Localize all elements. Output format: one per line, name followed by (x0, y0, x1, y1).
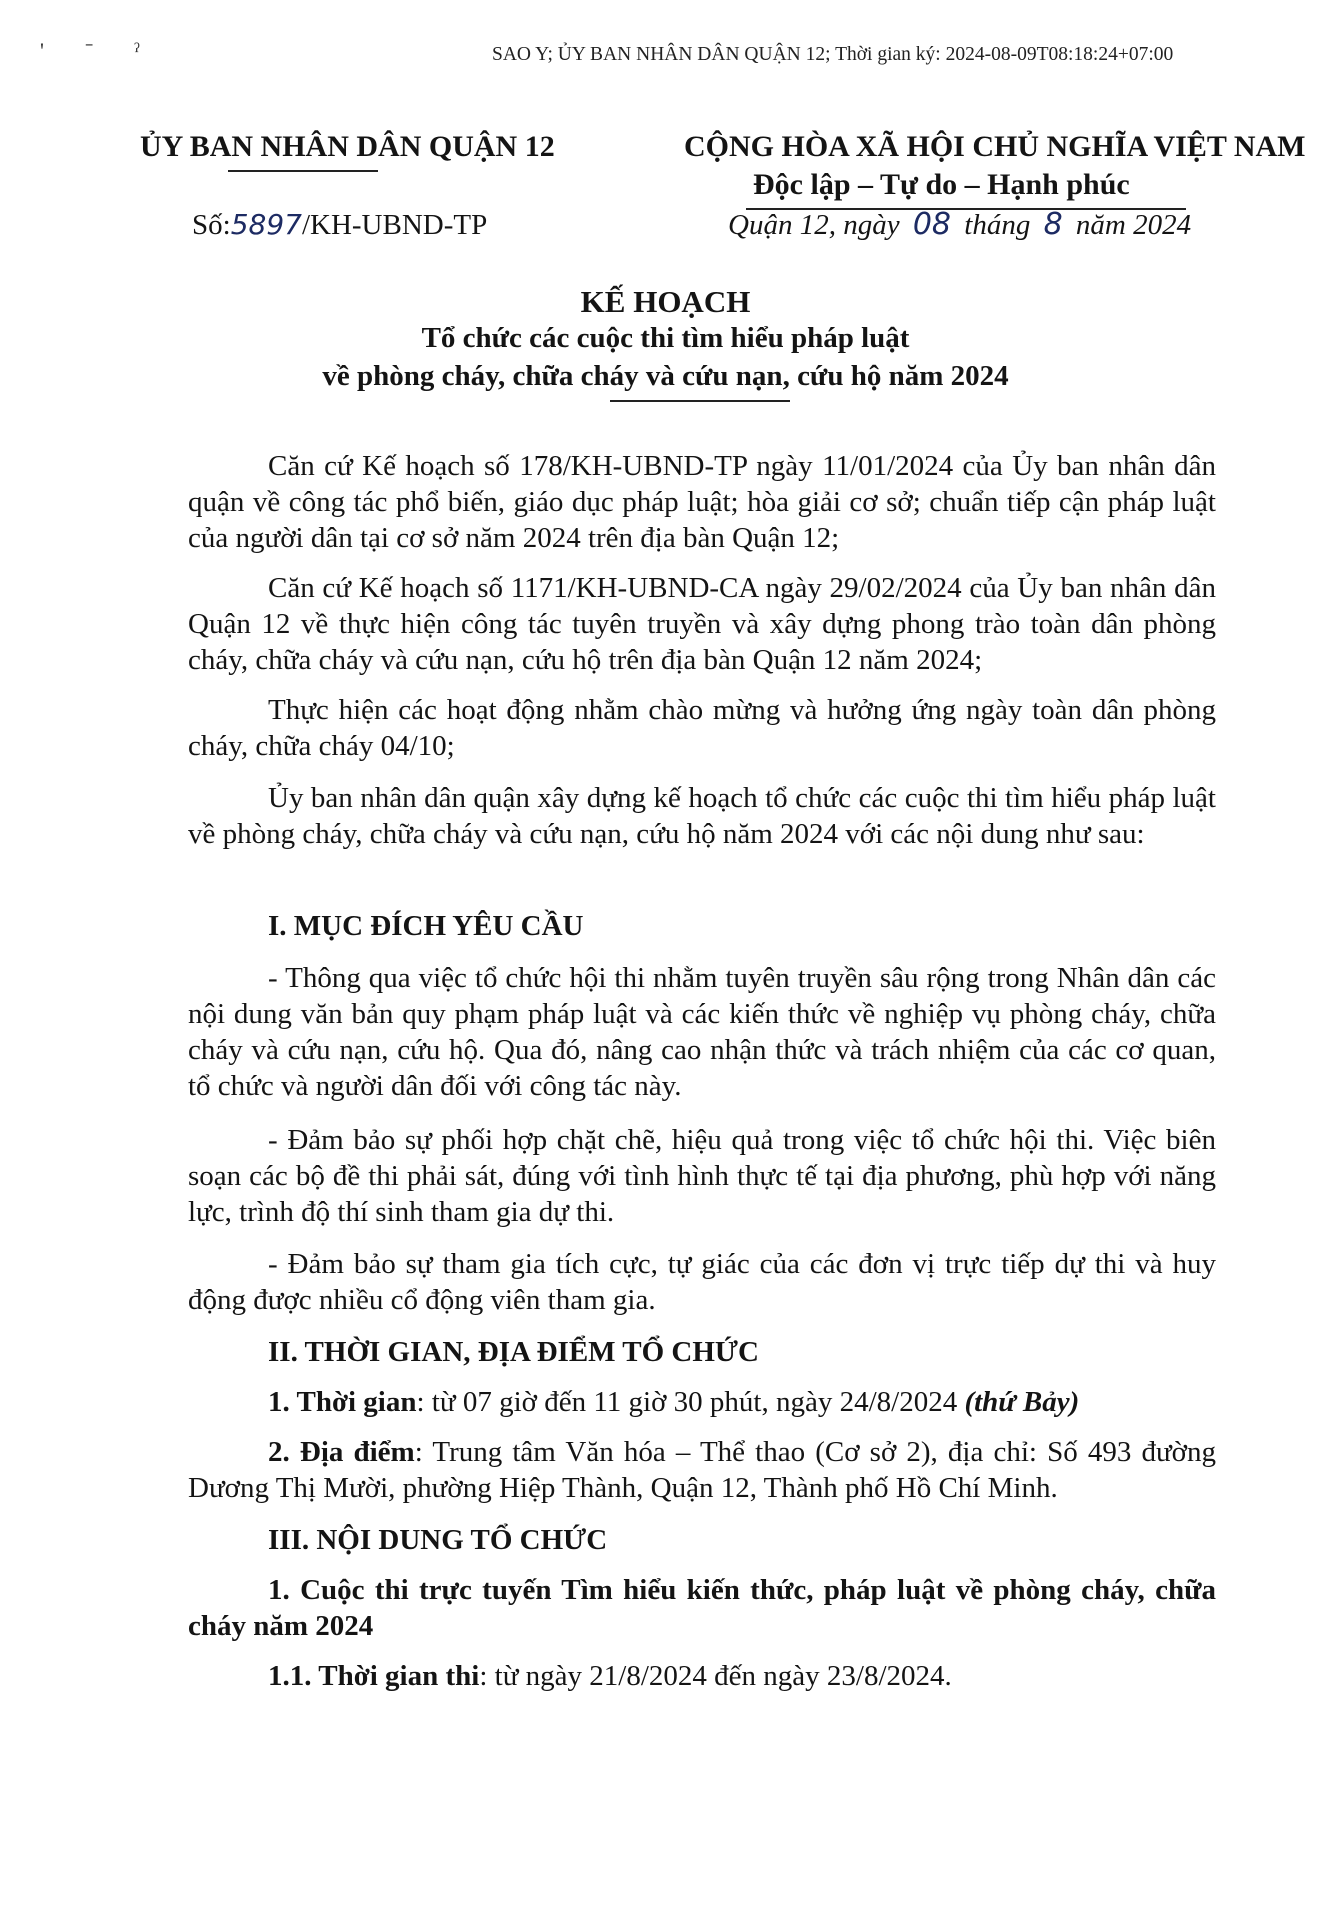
section-2-heading: II. THỜI GIAN, ĐỊA ĐIỂM TỔ CHỨC (268, 1336, 759, 1368)
issuing-organization: ỦY BAN NHÂN DÂN QUẬN 12 (140, 130, 555, 163)
preamble-paragraph-3: Thực hiện các hoạt động nhằm chào mừng và hưởng ứng ngày toàn dân phòng cháy, chữa cháy 04/10; (188, 694, 1216, 762)
place-text: : Trung tâm Văn hóa – Thể thao (Cơ sở 2), địa chỉ: Số 493 đường Dương Thị Mười, phường Hiệp Thành, Quận 12, Thành phố Hồ Chí Minh. (188, 1436, 1217, 1504)
time-weekday: (thứ Bảy) (964, 1386, 1080, 1418)
doc-number-suffix: /KH-UBND-TP (301, 209, 488, 241)
section-1-item-3: - Đảm bảo sự tham gia tích cực, tự giác của các đơn vị trực tiếp dự thi và huy động được nhiều cổ động viên tham gia. (188, 1248, 1216, 1316)
doc-number-handwritten: 5897 (230, 208, 302, 241)
title-underline (610, 400, 790, 402)
national-title: CỘNG HÒA XÃ HỘI CHỦ NGHĨA VIỆT NAM (684, 130, 1306, 163)
section-2-time-line (268, 1386, 1079, 1419)
section-1-item-2: - Đảm bảo sự phối hợp chặt chẽ, hiệu quả trong việc tổ chức hội thi. Việc biên soạn các bộ đề thi phải sát, đúng với tình hình thực tế tại địa phương, phù hợp với năng lực, trình độ thí sinh tham gia dự thi. (188, 1124, 1216, 1228)
preamble-paragraph-4: Ủy ban nhân dân quận xây dựng kế hoạch tổ chức các cuộc thi tìm hiểu pháp luật về phòng cháy, chữa cháy và cứu nạn, cứu hộ năm 2024 với các nội dung như sau: (188, 782, 1216, 850)
section-3-subitem-1 (268, 1660, 952, 1693)
preamble-paragraph-1: Căn cứ Kế hoạch số 178/KH-UBND-TP ngày 11/01/2024 của Ủy ban nhân dân quận về công tác phổ biến, giáo dục pháp luật; hòa giải cơ sở; chuẩn tiếp cận pháp luật của người dân tại cơ sở năm 2024 trên địa bàn Quận 12; (188, 450, 1216, 554)
date-month-word: tháng (964, 209, 1031, 241)
section-1-item-1: - Thông qua việc tổ chức hội thi nhằm tuyên truyền sâu rộng trong Nhân dân các nội dung văn bản quy phạm pháp luật và các kiến thức về nghiệp vụ phòng cháy, chữa cháy và cứu nạn, cứu hộ. Qua đó, nâng cao nhận thức và trách nhiệm của các cơ quan, tổ chức và người dân đối với công tác này. (188, 962, 1216, 1102)
date-year: năm 2024 (1075, 209, 1192, 241)
document-number (192, 208, 487, 242)
organization-underline (228, 170, 378, 172)
place-label: 2. Địa điểm (268, 1436, 415, 1468)
section-3-heading: III. NỘI DUNG TỔ CHỨC (268, 1524, 608, 1556)
time-text: : từ 07 giờ đến 11 giờ 30 phút, ngày 24/8/2024 (416, 1386, 965, 1418)
doc-number-prefix: Số: (192, 209, 231, 241)
exam-time-label: 1.1. Thời gian thi (268, 1660, 480, 1692)
date-day-handwritten: 08 (912, 207, 952, 242)
document-title: KẾ HOẠCH (580, 284, 751, 319)
preamble-paragraph-2: Căn cứ Kế hoạch số 1171/KH-UBND-CA ngày 29/02/2024 của Ủy ban nhân dân Quận 12 về thực hiện công tác tuyên truyền và xây dựng phong trào toàn dân phòng cháy, chữa cháy và cứu nạn, cứu hộ trên địa bàn Quận 12 năm 2024; (188, 572, 1216, 676)
scan-specks: ' ˉ ˀ (40, 38, 158, 63)
date-prefix: Quận 12, ngày (728, 209, 900, 241)
time-label: 1. Thời gian (268, 1386, 417, 1418)
date-month-handwritten: 8 (1043, 207, 1063, 242)
place-date-line (728, 207, 1191, 242)
section-3-item-1: 1. Cuộc thi trực tuyến Tìm hiểu kiến thức, pháp luật về phòng cháy, chữa cháy năm 2024 (188, 1574, 1216, 1642)
document-subtitle-line-1: Tổ chức các cuộc thi tìm hiểu pháp luật (421, 322, 910, 354)
digital-signature-stamp: SAO Y; ỦY BAN NHÂN DÂN QUẬN 12; Thời gian ký: 2024-08-09T08:18:24+07:00 (492, 44, 1174, 65)
document-subtitle-line-2: về phòng cháy, chữa cháy và cứu nạn, cứu hộ năm 2024 (322, 360, 1009, 392)
national-motto: Độc lập – Tự do – Hạnh phúc (753, 168, 1130, 201)
section-2-place-paragraph (188, 1434, 1216, 1506)
exam-time-text: : từ ngày 21/8/2024 đến ngày 23/8/2024. (479, 1660, 952, 1692)
section-1-heading: I. MỤC ĐÍCH YÊU CẦU (268, 910, 584, 942)
